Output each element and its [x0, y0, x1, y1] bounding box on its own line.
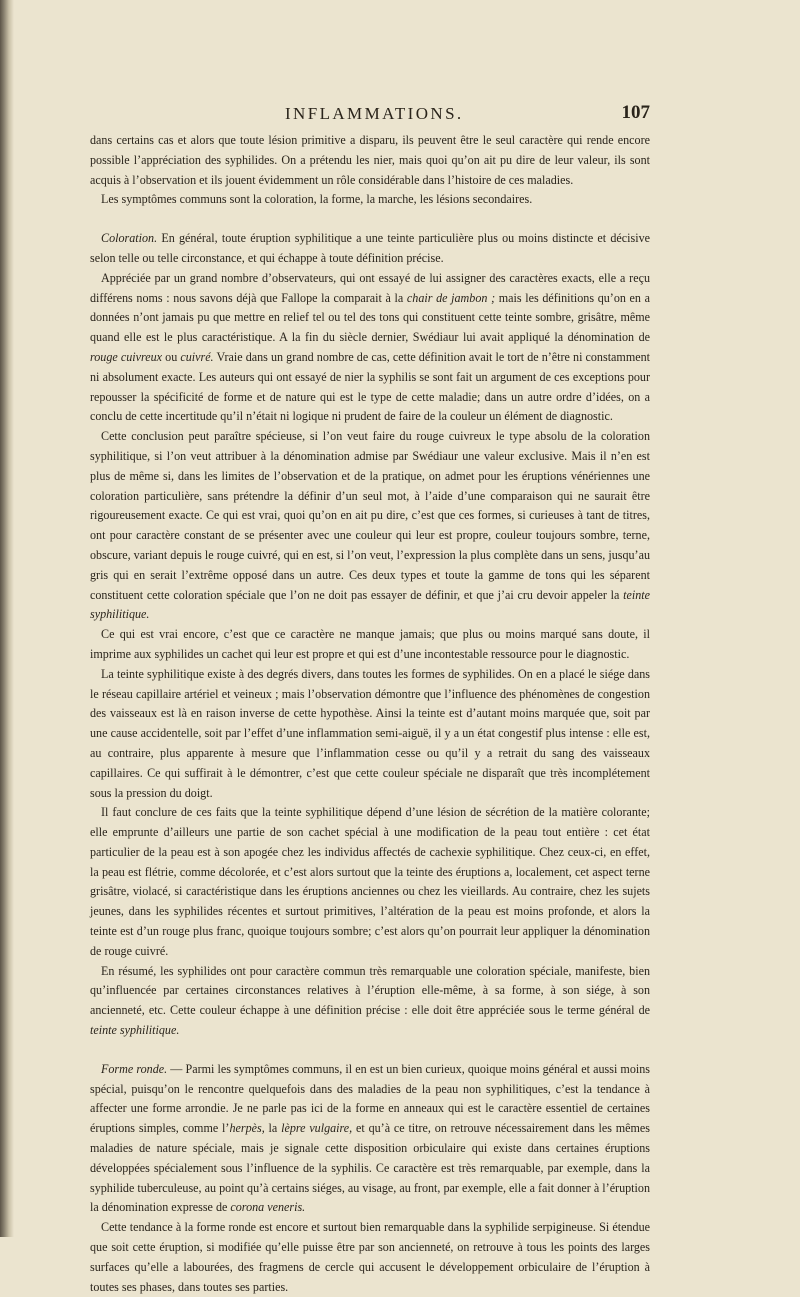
text-run: En résumé, les syphilides ont pour caractère commun très remarquable une coloration spéciale, manifeste, bien qu’influencée par certaines circonstances relatives à l’éruption elle-même, à sa forme, à son siége, à son ancienneté, etc. Cette couleur échappe à une définition précise : elle doit être appréciée sous le terme général de — [90, 963, 650, 1018]
text-run: ou — [162, 349, 181, 364]
italic-run: chair de jambon ; — [406, 290, 496, 305]
body-text — [90, 131, 650, 1297]
binding-edge — [0, 0, 14, 1237]
text-run: mais les définitions qu’on en a données n’ont jamais pu que mettre en relief tel ou tel des tons qui constituent cette teinte sombre, grisâtre, même quand elle est le plus caractéristique. A la fin du siècle dernier, Swédiaur lui avait appliqué la dénomination de — [90, 290, 650, 345]
section-coloration — [90, 229, 650, 269]
paragraph — [90, 1218, 650, 1297]
italic-run: Forme ronde. — [101, 1061, 168, 1076]
italic-run: teinte syphilitique. — [90, 1023, 180, 1038]
paragraph — [90, 625, 650, 665]
italic-run: corona veneris. — [230, 1200, 306, 1215]
text-run: la — [264, 1121, 282, 1136]
paragraph — [90, 190, 650, 210]
italic-run: cuivré. — [180, 349, 214, 364]
text-run: La teinte syphilitique existe à des degrés divers, dans toutes les formes de syphilides. On en a placé le siége dans le réseau capillaire artériel et veineux ; mais l’observation démontre que l’influence des phénomènes de congestion des vaisseaux est là en raison inverse de cette hypothèse. Ainsi la teinte est d’autant moins marquée que, soit par une cause accidentelle, soit par l’effet d’une inflammation semi-aiguë, il y a un état congestif plus intense : elle est, au contraire, plus apparente à mesure que l’inflammation cesse ou qu’il y a retrait du sang des vaisseaux capillaires. Ce qui suffirait à le démontrer, c’est que cette couleur spéciale ne disparaît que très incomplétement sous la pression du doigt. — [90, 666, 650, 800]
italic-run: teinte syphilitique. — [90, 587, 650, 622]
page-number: 107 — [621, 102, 650, 123]
text-run: En général, toute éruption syphilitique a une teinte particulière plus ou moins distincte et décisive selon telle ou telle circonstance, et qui échappe à toute définition précise. — [90, 231, 650, 265]
text-run: Il faut conclure de ces faits que la teinte syphilitique dépend d’une lésion de sécrétion de la matière colorante; elle emprunte d’ailleurs une partie de son cachet spécial à une modification de la peau tout entière : cet état particulier de la peau est à son apogée chez les individus affectés de cachexie syphilitique. Chez ceux-ci, en effet, la peau est flétrie, comme décolorée, et c’est alors surtout que la teinte des éruptions a, localement, cet aspect terne grisâtre, violacé, si caractéristique dans les éruptions anciennes ou chez les vieillards. Au contraire, chez les sujets jeunes, dans les syphilides récentes et surtout primitives, l’altération de la peau est moins profonde, et alors la teinte est d’un rouge plus franc, quoique toujours sombre; c’est alors qu’on pourrait leur appliquer la dénomination de rouge cuivré. — [90, 805, 650, 958]
page-header — [90, 104, 650, 128]
text-run: Vraie dans un grand nombre de cas, cette définition avait le tort de n’être ni constamment ni absolument exacte. Les auteurs qui ont essayé de nier la syphilis se sont fait un argument de ces exceptions pour repousser la spécificité de forme et de nature qui est le type de cette maladie; dans un autre ordre d’idées, on a conclu de cette incertitude qu’il n’était ni logique ni prudent de faire de la couleur un élément de diagnostic. — [90, 349, 651, 424]
text-run: et qu’à ce titre, on retrouve nécessairement dans les mêmes maladies de nature spéciale, mais je signale cette disposition orbiculaire qui existe dans certaines éruptions développées spécialement sous l’influence de la syphilis. Ce caractère est très remarquable, par exemple, dans la syphilide tuberculeuse, au point qu’à certains siéges, au visage, au front, par exemple, elle a fait donner à l’éruption la dénomination expresse de — [90, 1121, 650, 1215]
paragraph — [90, 269, 650, 427]
text-run: Cette tendance à la forme ronde est encore et surtout bien remarquable dans la syphilide serpigineuse. Si étendue que soit cette éruption, si modifiée qu’elle puisse être par son ancienneté, on retrouve à tous les points des larges surfaces qu’elle a labourées, des fragmens de cercle qui accusent le développement orbiculaire de l’éruption à toutes ses phases, dans toutes ses parties. — [90, 1220, 650, 1294]
running-title: INFLAMMATIONS. — [285, 104, 464, 123]
paragraph — [90, 962, 650, 1041]
text-run: Appréciée par un grand nombre d’observateurs, qui ont essayé de lui assigner des caractères exacts, elle a reçu différens noms : nous savons déjà que Fallope la comparait à la — [90, 270, 650, 305]
italic-run: herpès, — [229, 1121, 265, 1136]
text-run: — Parmi les symptômes communs, il en est un bien curieux, quoique moins général et aussi moins spécial, puisqu’on le rencontre quelquefois dans des maladies de la peau non syphilitiques, c’est la tendance à affecter une forme arrondie. Je ne parle pas ici de la forme en anneaux qui est le caractère essentiel de certaines éruptions simples, comme l’ — [90, 1061, 650, 1136]
paragraph — [90, 427, 650, 625]
paragraph — [90, 803, 650, 961]
paragraph — [90, 131, 650, 190]
text-run: Cette conclusion peut paraître spécieuse, si l’on veut faire du rouge cuivreux le type absolu de la coloration syphilitique, si l’on veut attribuer à la dénomination admise par Swédiaur une valeur exclusive. Mais il n’en est plus de même si, dans les limites de l’observation et de la pratique, on admet pour les éruptions vénériennes une coloration particulière, sans prétendre la définir d’un seul mot, à l’aide d’une comparaison qui ne saurait être rigoureusement exacte. Ce qui est vrai, quoi qu’on en ait pu dire, c’est que ces formes, si curieuses à tant de titres, ont pour caractère constant de se présenter avec une couleur qui leur est propre, couleur toujours sombre, terne, obscure, variant depuis le rouge cuivré, qui en est, si l’on veut, l’expression la plus complète dans un sens, jusqu’au gris qui en serait l’extrême opposé dans un autre. Ces deux types et toute la gamme de tons qui les séparent constituent cette coloration spéciale que l’on ne doit pas essayer de définir, et que j’ai cru devoir appeler la — [90, 429, 650, 602]
paragraph — [90, 665, 650, 804]
section-forme-ronde — [90, 1060, 650, 1218]
italic-run: rouge cuivreux — [90, 349, 163, 364]
text-run: dans certains cas et alors que toute lésion primitive a disparu, ils peuvent être le seul caractère qui rende encore possible l’appréciation des syphilides. On a prétendu les nier, mais quoi qu’on ait pu dire de leur valeur, ils sont acquis à l’observation et ils jouent évidemment un rôle considérable dans l’histoire de ces maladies. — [90, 133, 650, 187]
text-run: Ce qui est vrai encore, c’est que ce caractère ne manque jamais; que plus ou moins marqué sans doute, il imprime aux syphilides un cachet qui leur est propre et qui est d’une incontestable ressource pour le diagnostic. — [90, 627, 650, 661]
italic-run: lèpre vulgaire, — [281, 1121, 353, 1136]
italic-run: Coloration. — [101, 231, 158, 246]
text-run: Les symptômes communs sont la coloration, la forme, la marche, les lésions secondaires. — [101, 192, 533, 207]
